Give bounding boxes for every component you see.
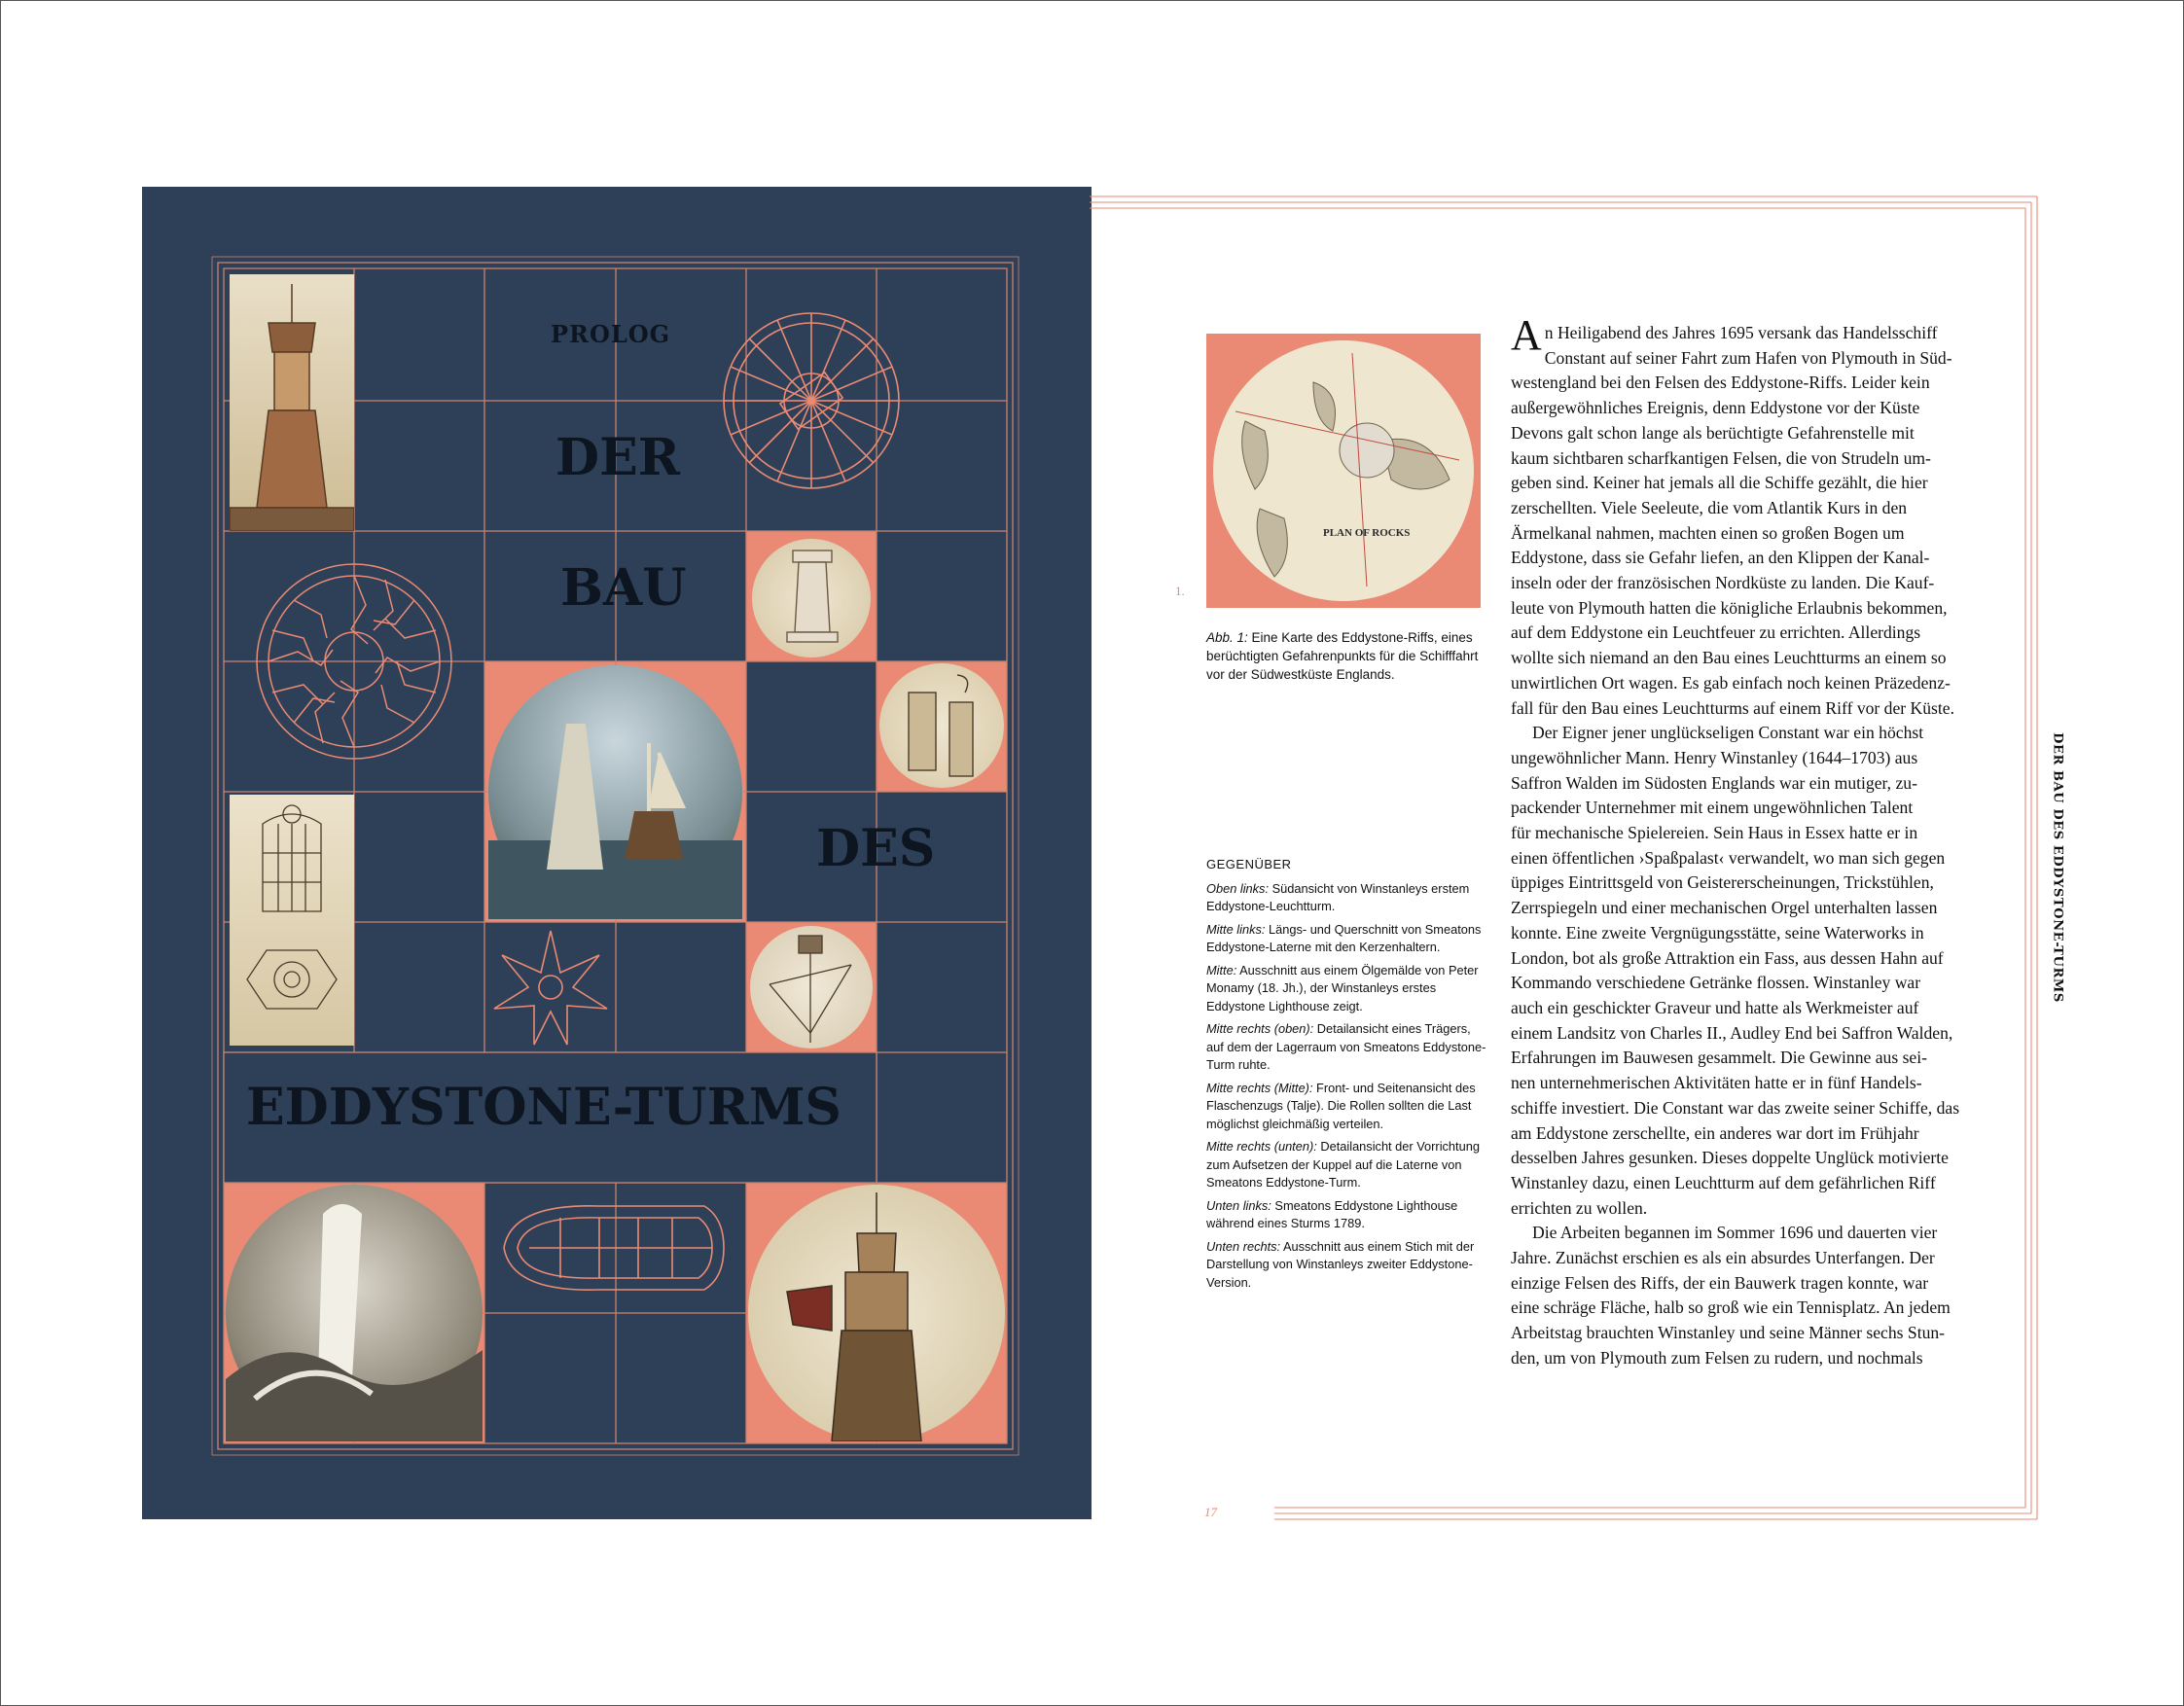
column-engraving (752, 539, 871, 658)
body-line: Die Arbeiten begannen im Sommer 1696 und dauerten vier (1532, 1223, 1938, 1243)
body-line: leute von Plymouth hatten die königliche Erlaubnis bekommen, (1511, 597, 1948, 618)
body-line: Winstanley dazu, einen Leuchtturm auf dem gefährlichen Riff (1511, 1172, 1936, 1192)
opposite-item-label: Mitte links: (1206, 921, 1266, 937)
body-line: Kommando verschiedene Getränke flossen. Winstanley war (1511, 973, 1921, 993)
body-line: Saffron Walden im Südosten Englands war ein mutiger, zu- (1511, 772, 1917, 793)
caption-text: Eine Karte des Eddystone-Riffs, eines berüchtigten Gefahrenpunkts für die Schifffahrt vor der Südwestküste Englands. (1206, 630, 1479, 682)
body-line: einen öffentlichen ›Spaßpalast‹ verwandelt, wo man sich gegen (1511, 847, 1946, 868)
opposite-item (1206, 1020, 1488, 1075)
body-line: Arbeitstag brauchten Winstanley und seine Männer sechs Stun- (1511, 1323, 1946, 1343)
opposite-item-label: Mitte rechts (unten): (1206, 1139, 1317, 1154)
drop-cap: A (1511, 311, 1542, 359)
figure-caption (1206, 628, 1488, 684)
body-line: auf dem Eddystone ein Leuchtfeuer zu errichten. Allerdings (1511, 622, 1921, 643)
body-line: außergewöhnliches Ereignis, denn Eddystone vor der Küste (1511, 398, 1920, 418)
painting-icon (488, 665, 742, 919)
body-line: konnte. Eine zweite Vergnügungsstätte, seine Waterworks in (1511, 922, 1924, 942)
star-diagram (494, 931, 607, 1045)
body-line: London, bot als große Attraktion ein Fass, aus dessen Hahn auf (1511, 947, 1944, 968)
opposite-item-text: Front- und Seitenansicht des Flaschenzugs (Talje). Die Rollen sollten die Last möglichst gleichmäßig verteilen. (1206, 1080, 1476, 1131)
opposite-item-text: Ausschnitt aus einem Ölgemälde von Peter Monamy (18. Jh.), der Winstanleys erstes Eddystone Lighthouse zeigt. (1206, 962, 1479, 1013)
opposite-item-label: Mitte rechts (oben): (1206, 1021, 1314, 1036)
opposite-item (1206, 880, 1488, 916)
second-lighthouse-icon (748, 1185, 1005, 1441)
opposite-item-text: Ausschnitt aus einem Stich mit der Darstellung von Winstanleys zweiter Eddystone-Version. (1206, 1238, 1475, 1290)
compass-rose-diagram (724, 313, 899, 488)
body-line: geben sind. Keiner hat jemals all die Schiffe gezählt, die hier (1511, 473, 1928, 493)
body-line: ungewöhnlicher Mann. Henry Winstanley (1644–1703) aus (1511, 747, 1918, 767)
lantern-icon (230, 795, 354, 1046)
opposite-item-label: Unten rechts: (1206, 1238, 1281, 1254)
opposite-item (1206, 1238, 1488, 1293)
prolog-cover-page (142, 187, 1092, 1519)
title-des: DES (816, 819, 936, 878)
caption-label: Abb. 1: (1206, 630, 1248, 645)
title-bau: BAU (560, 558, 687, 618)
body-line: errichten zu wollen. (1511, 1197, 1648, 1218)
body-line: desselben Jahres gesunken. Dieses doppelte Unglück motivierte (1511, 1148, 1949, 1168)
body-line: Devons galt schon lange als berüchtigte Gefahrenstelle mit (1511, 422, 1915, 443)
body-line: Erfahrungen im Bauwesen gesammelt. Die Gewinne aus sei- (1511, 1048, 1927, 1068)
crane-icon (750, 926, 873, 1048)
body-line: n Heiligabend des Jahres 1695 versank das Handelsschiff (1544, 323, 1938, 342)
body-line: üppiges Eintrittsgeld von Geistererscheinungen, Trickstühlen, (1511, 872, 1934, 893)
page-number: 17 (1204, 1505, 1217, 1519)
opposite-item-label: Unten links: (1206, 1197, 1271, 1213)
body-line: wollte sich niemand an den Bau eines Leuchtturms an einem so (1511, 648, 1947, 668)
opposite-item-label: Oben links: (1206, 880, 1270, 896)
opposite-item (1206, 962, 1488, 1016)
body-line: zerschellten. Viele Seeleute, die vom Atlantik Kurs in den (1511, 497, 1908, 517)
body-line: Ärmelkanal nahmen, machten einen so großen Bogen um (1511, 522, 1905, 543)
body-line: Der Eigner jener unglückseligen Constant war ein höchst (1532, 723, 1924, 743)
opposite-item (1206, 1138, 1488, 1192)
storm-wave-engraving (226, 1185, 483, 1441)
running-head (2047, 722, 2068, 1013)
winstanley-second-lighthouse (748, 1185, 1005, 1441)
opposite-item-label: Mitte rechts (Mitte): (1206, 1080, 1313, 1095)
lighthouse-engraving (230, 274, 354, 531)
painting-lighthouse (488, 665, 742, 919)
body-line: auch ein geschickter Graveur und hatte als Werkmeister auf (1511, 997, 1919, 1017)
body-line: schiffe investiert. Die Constant war das zweite seiner Schiffe, das (1511, 1097, 1960, 1118)
body-text (1511, 311, 1999, 1371)
body-line: am Eddystone zerschellte, ein anderes war dort im Frühjahr (1511, 1122, 1919, 1143)
body-line: einem Landsitz von Charles II., Audley End bei Saffron Walden, (1511, 1022, 1953, 1043)
body-line: nen unternehmerischen Aktivitäten hatte er in fünf Handels- (1511, 1073, 1922, 1093)
running-head-text: DER BAU DES EDDYSTONE-TURMS (2050, 732, 2065, 1003)
opposite-item-text: Längs- und Querschnitt von Smeatons Eddystone-Laterne mit den Kerzenhaltern. (1206, 921, 1482, 954)
reef-map-figure (1206, 334, 1481, 608)
crane-engraving (750, 926, 873, 1048)
body-line: den, um von Plymouth zum Felsen zu rudern, und nochmals (1511, 1347, 1923, 1368)
opposite-item-text: Detailansicht der Vorrichtung zum Aufsetzen der Kuppel auf die Laterne von Smeatons Eddystone-Turm. (1206, 1139, 1480, 1190)
opposite-heading: GEGENÜBER (1206, 857, 1292, 871)
opposite-item (1206, 921, 1488, 957)
opposite-captions (1206, 856, 1488, 1297)
opposite-item (1206, 1197, 1488, 1233)
lighthouse-icon (230, 274, 354, 531)
opposite-item-text: Detailansicht eines Trägers, auf dem der Lagerraum von Smeatons Eddystone-Turm ruhte. (1206, 1021, 1486, 1072)
body-line: inseln oder der französischen Nordküste zu landen. Die Kauf- (1511, 573, 1935, 593)
opposite-item-text: Südansicht von Winstanleys erstem Eddystone-Leuchtturm. (1206, 880, 1470, 913)
body-line: westengland bei den Felsen des Eddystone-Riffs. Leider kein (1511, 373, 1930, 393)
body-line: packender Unternehmer mit einem ungewöhnlichen Talent (1511, 798, 1914, 818)
title-eddystone-turms: EDDYSTONE-TURMS (246, 1078, 841, 1137)
title-der: DER (555, 428, 680, 487)
opposite-item-text: Smeatons Eddystone Lighthouse während eines Sturms 1789. (1206, 1197, 1458, 1230)
body-line: fall für den Bau eines Leuchtturms auf einem Riff vor der Küste. (1511, 697, 1954, 718)
opposite-item (1206, 1080, 1488, 1134)
opposite-item-label: Mitte: (1206, 962, 1237, 977)
body-line: Jahre. Zunächst erschien es als ein absurdes Unterfangen. Der (1511, 1248, 1935, 1268)
boat-diagram (504, 1206, 724, 1290)
body-line: für mechanische Spielereien. Sein Haus in Essex hatte er in (1511, 823, 1918, 843)
prolog-label: PROLOG (551, 320, 671, 348)
wave-icon (226, 1185, 483, 1441)
body-line: kaum sichtbaren scharfkantigen Felsen, die von Strudeln um- (1511, 447, 1931, 468)
body-line: unwirtlichen Ort wagen. Es gab einfach noch keinen Präzedenz- (1511, 672, 1951, 693)
pulley-engraving (879, 663, 1004, 788)
column-icon (752, 539, 871, 658)
map-label: PLAN OF ROCKS (1323, 527, 1411, 539)
body-line: einzige Felsen des Riffs, der ein Bauwerk tragen konnte, war (1511, 1272, 1929, 1293)
body-line: Constant auf seiner Fahrt zum Hafen von Plymouth in Süd- (1544, 347, 1952, 368)
body-line: Eddystone, dass sie Gefahr liefen, an den Klippen der Kanal- (1511, 548, 1930, 568)
map-icon (1206, 334, 1481, 608)
lantern-engraving (230, 795, 354, 1046)
pulley-icon (879, 663, 1004, 788)
figure-number: 1. (1175, 584, 1185, 598)
body-line: Zerrspiegeln und einer mechanischen Orgel unterhalten lassen (1511, 898, 1938, 918)
body-line: eine schräge Fläche, halb so groß wie ein Tennisplatz. An jedem (1511, 1297, 1951, 1318)
